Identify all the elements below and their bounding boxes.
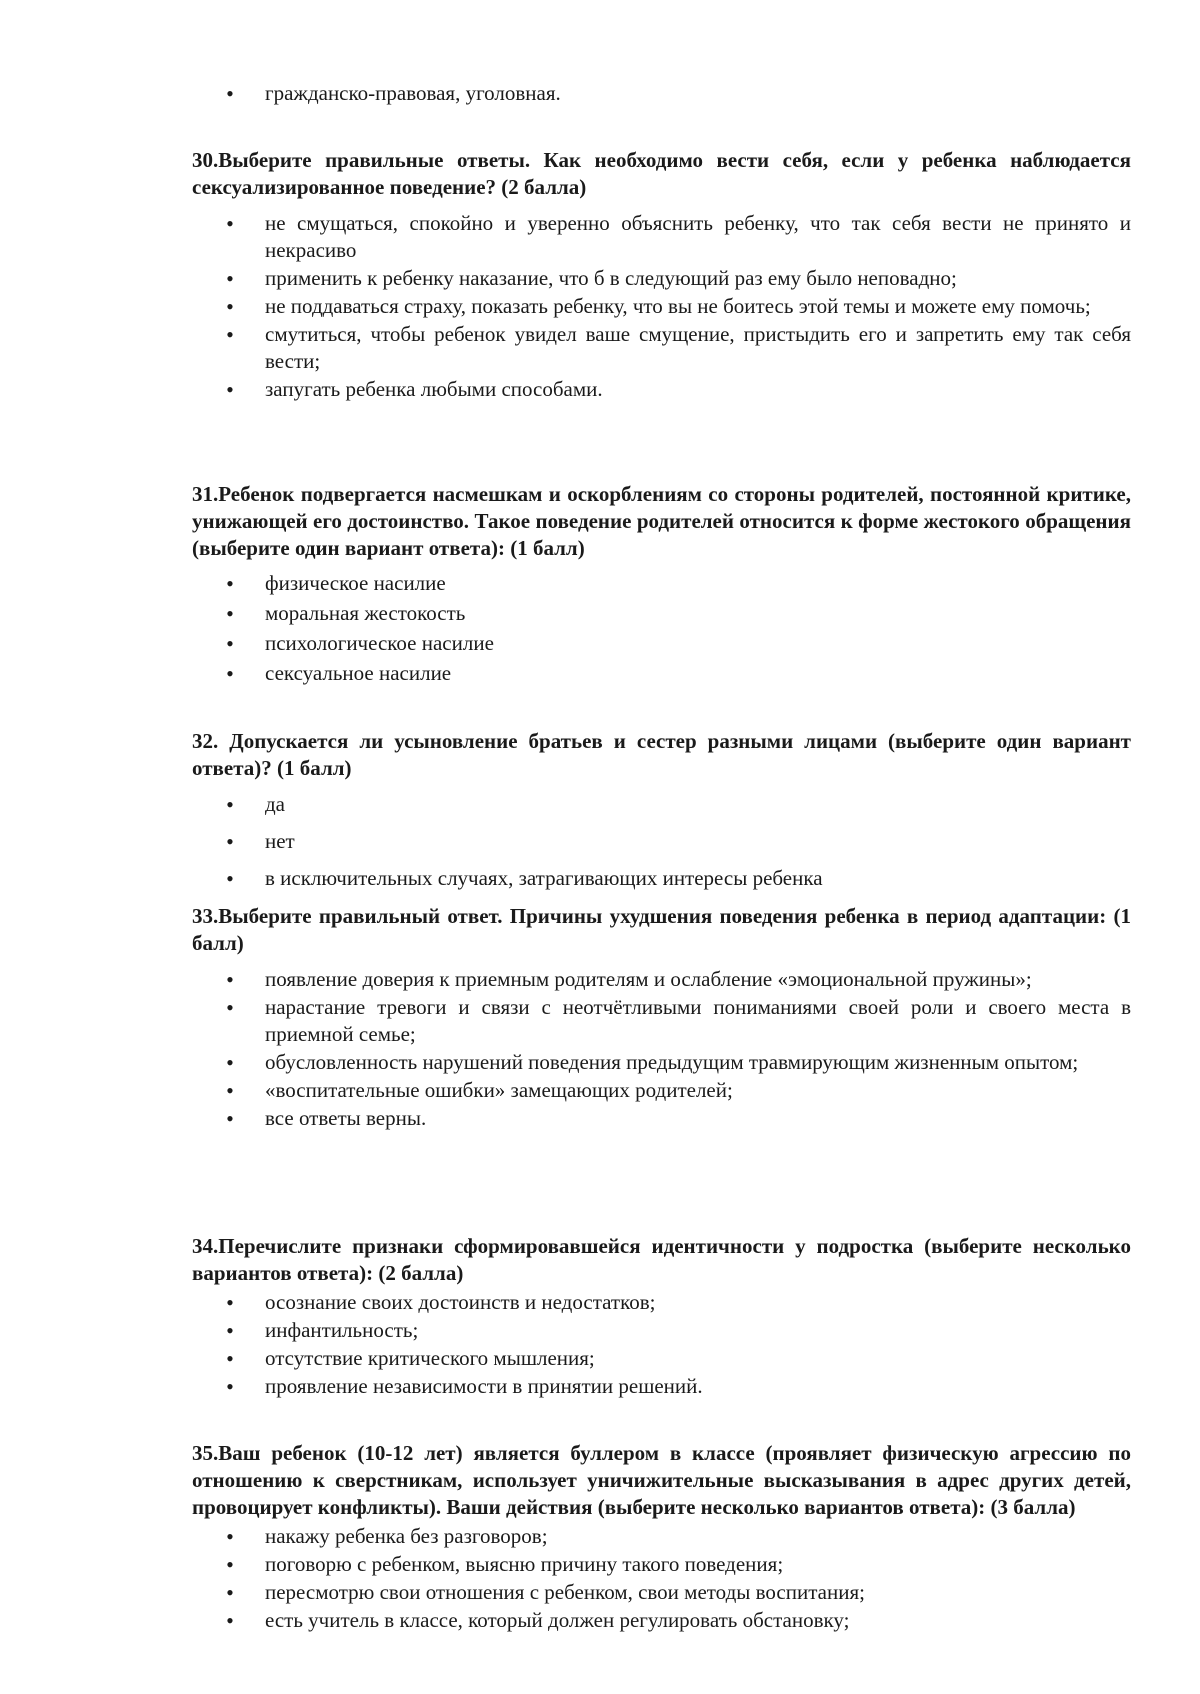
question-title: 34.Перечислите признаки сформировавшейся идентичности у подростка (выберите несколько вариантов ответа): (2 балла) <box>192 1234 1131 1285</box>
bullet-icon: • <box>226 967 234 992</box>
option-text: гражданско-правовая, уголовная. <box>265 81 561 105</box>
bullet-icon: • <box>226 1552 234 1577</box>
bullet-icon: • <box>226 1290 234 1315</box>
question-33 <box>192 903 1131 1132</box>
bullet-icon: • <box>226 1608 234 1633</box>
list-item <box>192 376 1131 403</box>
question-34 <box>192 1233 1131 1400</box>
list-item <box>192 1373 1131 1400</box>
list-item <box>192 791 1131 818</box>
question-32 <box>192 728 1131 892</box>
bullet-icon: • <box>226 294 234 319</box>
list-item <box>192 630 1131 657</box>
list-item <box>192 660 1131 687</box>
option-text: нет <box>265 829 295 853</box>
list-item <box>192 1077 1131 1104</box>
option-text: применить к ребенку наказание, что б в следующий раз ему было неповадно; <box>265 266 957 290</box>
list-item <box>192 1607 1131 1634</box>
question-title: 35.Ваш ребенок (10-12 лет) является буллером в классе (проявляет физическую агрессию по отношению к сверстникам, использует уничижительные высказывания в адрес других детей, провоцирует конфликты). Ваши действия (выберите несколько вариантов ответа): (3 балла) <box>192 1441 1131 1519</box>
bullet-icon: • <box>226 1580 234 1605</box>
list-item <box>192 1289 1131 1316</box>
bullet-icon: • <box>226 266 234 291</box>
list-item <box>192 210 1131 264</box>
option-text: все ответы верны. <box>265 1106 427 1130</box>
lead-list <box>192 80 1131 107</box>
option-text: запугать ребенка любыми способами. <box>265 377 603 401</box>
question-title: 31.Ребенок подвергается насмешкам и оскорблениям со стороны родителей, постоянной критике, унижающей его достоинство. Такое поведение родителей относится к форме жестокого обращения (выберите один вариант ответа): (1 балл) <box>192 482 1131 560</box>
list-item <box>192 966 1131 993</box>
bullet-icon: • <box>226 631 234 656</box>
bullet-icon: • <box>226 571 234 596</box>
option-text: не смущаться, спокойно и уверенно объяснить ребенку, что так себя вести не принято и некрасиво <box>265 211 1131 262</box>
bullet-icon: • <box>226 1050 234 1075</box>
option-text: накажу ребенка без разговоров; <box>265 1524 548 1548</box>
question-31 <box>192 481 1131 687</box>
list-item <box>192 600 1131 627</box>
bullet-icon: • <box>226 995 234 1020</box>
bullet-icon: • <box>226 1524 234 1549</box>
option-text: пересмотрю свои отношения с ребенком, свои методы воспитания; <box>265 1580 865 1604</box>
option-text: в исключительных случаях, затрагивающих интересы ребенка <box>265 866 823 890</box>
option-text: обусловленность нарушений поведения предыдущим травмирующим жизненным опытом; <box>265 1050 1079 1074</box>
option-text: да <box>265 792 286 816</box>
option-text: психологическое насилие <box>265 631 494 655</box>
option-text: осознание своих достоинств и недостатков; <box>265 1290 656 1314</box>
option-text: смутиться, чтобы ребенок увидел ваше смущение, пристыдить его и запретить ему так себя вести; <box>265 322 1131 373</box>
bullet-icon: • <box>226 829 234 854</box>
list-item <box>192 865 1131 892</box>
option-text: не поддаваться страху, показать ребенку, что вы не боитесь этой темы и можете ему помочь; <box>265 294 1091 318</box>
option-text: проявление независимости в принятии решений. <box>265 1374 703 1398</box>
bullet-icon: • <box>226 601 234 626</box>
list-item <box>192 1049 1131 1076</box>
bullet-icon: • <box>226 661 234 686</box>
bullet-icon: • <box>226 81 234 106</box>
option-text: нарастание тревоги и связи с неотчётливыми пониманиями своей роли и своего места в приемной семье; <box>265 995 1131 1046</box>
list-item <box>192 570 1131 597</box>
option-text: поговорю с ребенком, выясню причину такого поведения; <box>265 1552 784 1576</box>
option-text: «воспитательные ошибки» замещающих родителей; <box>265 1078 733 1102</box>
list-item <box>192 1317 1131 1344</box>
list-item <box>192 1579 1131 1606</box>
question-35 <box>192 1440 1131 1634</box>
option-text: появление доверия к приемным родителям и ослабление «эмоциональной пружины»; <box>265 967 1032 991</box>
list-item <box>192 1551 1131 1578</box>
bullet-icon: • <box>226 866 234 891</box>
option-text: моральная жестокость <box>265 601 466 625</box>
list-item <box>192 321 1131 375</box>
option-text: есть учитель в классе, который должен регулировать обстановку; <box>265 1608 850 1632</box>
bullet-icon: • <box>226 792 234 817</box>
bullet-icon: • <box>226 1346 234 1371</box>
question-title: 32. Допускается ли усыновление братьев и сестер разными лицами (выберите один вариант ответа)? (1 балл) <box>192 729 1131 780</box>
bullet-icon: • <box>226 377 234 402</box>
option-text: физическое насилие <box>265 571 446 595</box>
bullet-icon: • <box>226 1078 234 1103</box>
option-text: отсутствие критического мышления; <box>265 1346 595 1370</box>
bullet-icon: • <box>226 1374 234 1399</box>
list-item <box>192 293 1131 320</box>
list-item <box>192 994 1131 1048</box>
bullet-icon: • <box>226 1106 234 1131</box>
bullet-icon: • <box>226 1318 234 1343</box>
list-item <box>192 828 1131 855</box>
question-title: 30.Выберите правильные ответы. Как необходимо вести себя, если у ребенка наблюдается сексуализированное поведение? (2 балла) <box>192 148 1131 199</box>
list-item <box>192 1523 1131 1550</box>
list-item <box>192 265 1131 292</box>
option-text: инфантильность; <box>265 1318 419 1342</box>
bullet-icon: • <box>226 322 234 347</box>
question-title: 33.Выберите правильный ответ. Причины ухудшения поведения ребенка в период адаптации: (1 балл) <box>192 904 1131 955</box>
bullet-icon: • <box>226 211 234 236</box>
list-item <box>192 1345 1131 1372</box>
list-item <box>192 80 1131 107</box>
option-text: сексуальное насилие <box>265 661 452 685</box>
list-item <box>192 1105 1131 1132</box>
question-30 <box>192 147 1131 403</box>
